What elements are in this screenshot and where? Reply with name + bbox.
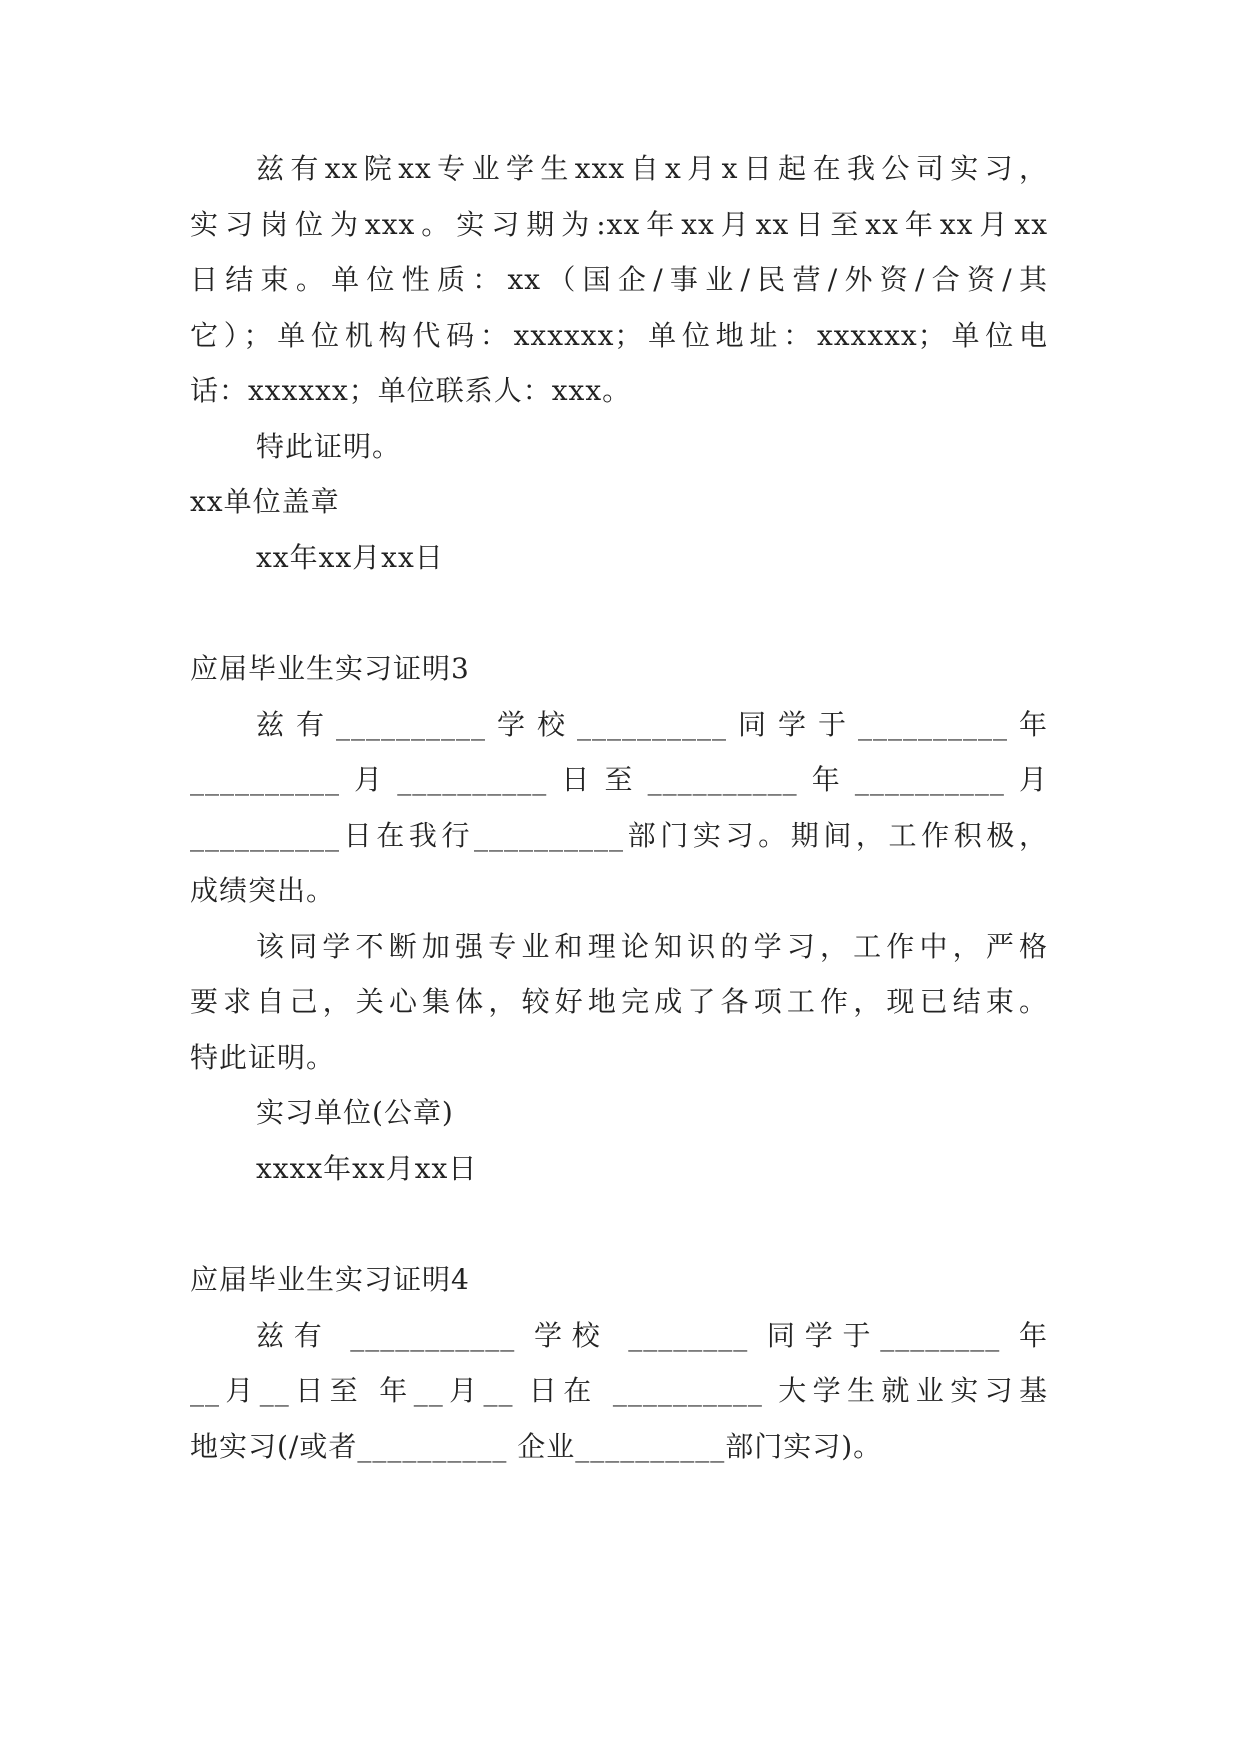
paragraph-line: 该同学不断加强专业和理论知识的学习，工作中，严格 bbox=[256, 930, 1048, 963]
section-title: 应届毕业生实习证明3 bbox=[190, 652, 470, 685]
date-text: xxxx年xx月xx日 bbox=[256, 1152, 478, 1185]
paragraph-line: 成绩突出。 bbox=[190, 874, 336, 907]
paragraph-line: 它）；单位机构代码：xxxxxx；单位地址：xxxxxx；单位电 bbox=[190, 319, 1048, 352]
closing-text: 特此证明。 bbox=[190, 1041, 336, 1074]
paragraph-line: 兹有xx院xx专业学生xxx自x月x日起在我公司实习， bbox=[256, 152, 1048, 185]
date-text: xx年xx月xx日 bbox=[256, 541, 444, 574]
paragraph-line: __________日在我行__________部门实习。期间，工作积极， bbox=[190, 819, 1048, 852]
paragraph-line: 地实习(/或者__________ 企业__________部门实习)。 bbox=[190, 1430, 883, 1463]
paragraph-line: __月__日至 年__月__ 日在 __________ 大学生就业实习基 bbox=[190, 1374, 1048, 1407]
paragraph-line: __________月__________日至__________年__________月 bbox=[190, 763, 1048, 796]
paragraph-line: 兹有 ___________ 学校 ________ 同学于________ 年 bbox=[256, 1319, 1048, 1352]
paragraph-line: 日结束。单位性质：xx（国企/事业/民营/外资/合资/其 bbox=[190, 263, 1048, 296]
paragraph-line: 实习岗位为xxx。实习期为:xx年xx月xx日至xx年xx月xx bbox=[190, 208, 1048, 241]
closing-text: 特此证明。 bbox=[256, 430, 402, 463]
paragraph-line: 要求自己，关心集体，较好地完成了各项工作，现已结束。 bbox=[190, 985, 1048, 1018]
section-title: 应届毕业生实习证明4 bbox=[190, 1263, 470, 1296]
seal-text: xx单位盖章 bbox=[190, 485, 340, 518]
paragraph-line: 兹有__________学校__________同学于__________年 bbox=[256, 708, 1048, 741]
seal-text: 实习单位(公章) bbox=[256, 1096, 454, 1129]
paragraph-line: 话：xxxxxx；单位联系人：xxx。 bbox=[190, 374, 632, 407]
